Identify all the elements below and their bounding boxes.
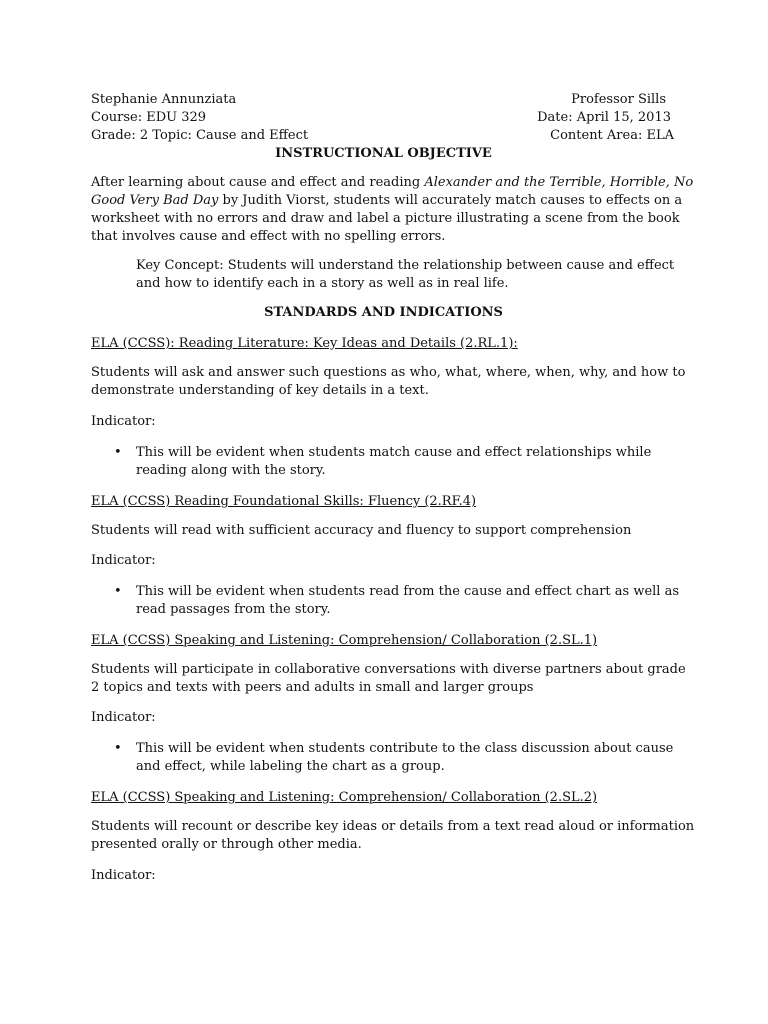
objective-heading: INSTRUCTIONAL OBJECTIVE xyxy=(275,146,492,161)
student-name: Stephanie Annunziata xyxy=(91,92,237,107)
content-area-label: Content Area: ELA xyxy=(550,128,674,143)
standard-3-indicator-label: Indicator: xyxy=(91,710,156,725)
standard-3-description xyxy=(91,661,686,697)
bullet-icon: • xyxy=(114,445,122,460)
course-label: Course: EDU 329 xyxy=(91,110,207,125)
standard-3-bullet-line-2: and effect, while labeling the chart as a group. xyxy=(136,759,445,774)
standard-1-desc-line-1: Students will ask and answer such questions as who, what, where, when, why, and how to xyxy=(91,365,686,380)
standard-3-desc-line-1: Students will participate in collaborative conversations with diverse partners about grade xyxy=(91,662,686,677)
standard-1-bullet-line-1: This will be evident when students match cause and effect relationships while xyxy=(136,445,652,460)
standard-1-title: ELA (CCSS): Reading Literature: Key Ideas and Details (2.RL.1): xyxy=(91,336,518,351)
professor-name: Professor Sills xyxy=(571,92,666,107)
standard-4-indicator-label: Indicator: xyxy=(91,868,156,883)
standard-1-indicator-label: Indicator: xyxy=(91,414,156,429)
objective-line-1: After learning about cause and effect and reading Alexander and the Terrible, Horrible, No xyxy=(91,175,694,190)
standard-4-title: ELA (CCSS) Speaking and Listening: Comprehension/ Collaboration (2.SL.2) xyxy=(91,790,598,805)
key-concept-line-1: Key Concept: Students will understand the relationship between cause and effect xyxy=(136,258,675,273)
date-label: Date: April 15, 2013 xyxy=(537,110,671,125)
standard-1-desc-line-2: demonstrate understanding of key details in a text. xyxy=(91,383,429,398)
standard-4-desc-line-1: Students will recount or describe key ideas or details from a text read aloud or information xyxy=(91,819,695,834)
objective-line-4: that involves cause and effect with no spelling errors. xyxy=(91,229,446,244)
book-title-part-1: Alexander and the Terrible, Horrible, No xyxy=(424,175,694,190)
standard-2-title: ELA (CCSS) Reading Foundational Skills: Fluency (2.RF.4) xyxy=(91,494,477,509)
bullet-icon: • xyxy=(114,584,122,599)
key-concept xyxy=(136,257,676,293)
header-row-2 xyxy=(91,108,676,127)
key-concept-line-2: and how to identify each in a story as well as in real life. xyxy=(136,276,509,291)
standard-4-desc-line-2: presented orally or through other media. xyxy=(91,837,362,852)
standard-4-description xyxy=(91,818,695,854)
standard-1-description xyxy=(91,364,686,400)
standard-3-desc-line-2: 2 topics and texts with peers and adults in small and larger groups xyxy=(91,680,534,695)
standard-2-indicator-label: Indicator: xyxy=(91,553,156,568)
standard-2-description xyxy=(91,522,681,540)
standard-3-title: ELA (CCSS) Speaking and Listening: Comprehension/ Collaboration (2.SL.1) xyxy=(91,633,598,648)
standard-1-bullet-line-2: reading along with the story. xyxy=(136,463,326,478)
objective-line-3: worksheet with no errors and draw and label a picture illustrating a scene from the book xyxy=(91,211,680,226)
standard-3-bullet-line-1: This will be evident when students contribute to the class discussion about cause xyxy=(136,741,674,756)
header-row-1 xyxy=(91,90,676,109)
objective-paragraph xyxy=(91,174,694,246)
bullet-icon: • xyxy=(114,741,122,756)
standard-2-bullet-line-1: This will be evident when students read from the cause and effect chart as well as xyxy=(136,584,680,599)
standards-heading: STANDARDS AND INDICATIONS xyxy=(264,305,503,320)
standard-2-bullet-line-2: read passages from the story. xyxy=(136,602,331,617)
objective-line-2: Good Very Bad Day by Judith Viorst, students will accurately match causes to effects on a xyxy=(91,193,683,208)
standard-2-desc-line-1: Students will read with sufficient accuracy and fluency to support comprehension xyxy=(91,523,632,538)
book-title-part-2: Good Very Bad Day xyxy=(91,193,219,208)
grade-topic-label: Grade: 2 Topic: Cause and Effect xyxy=(91,128,309,143)
header-row-3 xyxy=(91,126,676,145)
